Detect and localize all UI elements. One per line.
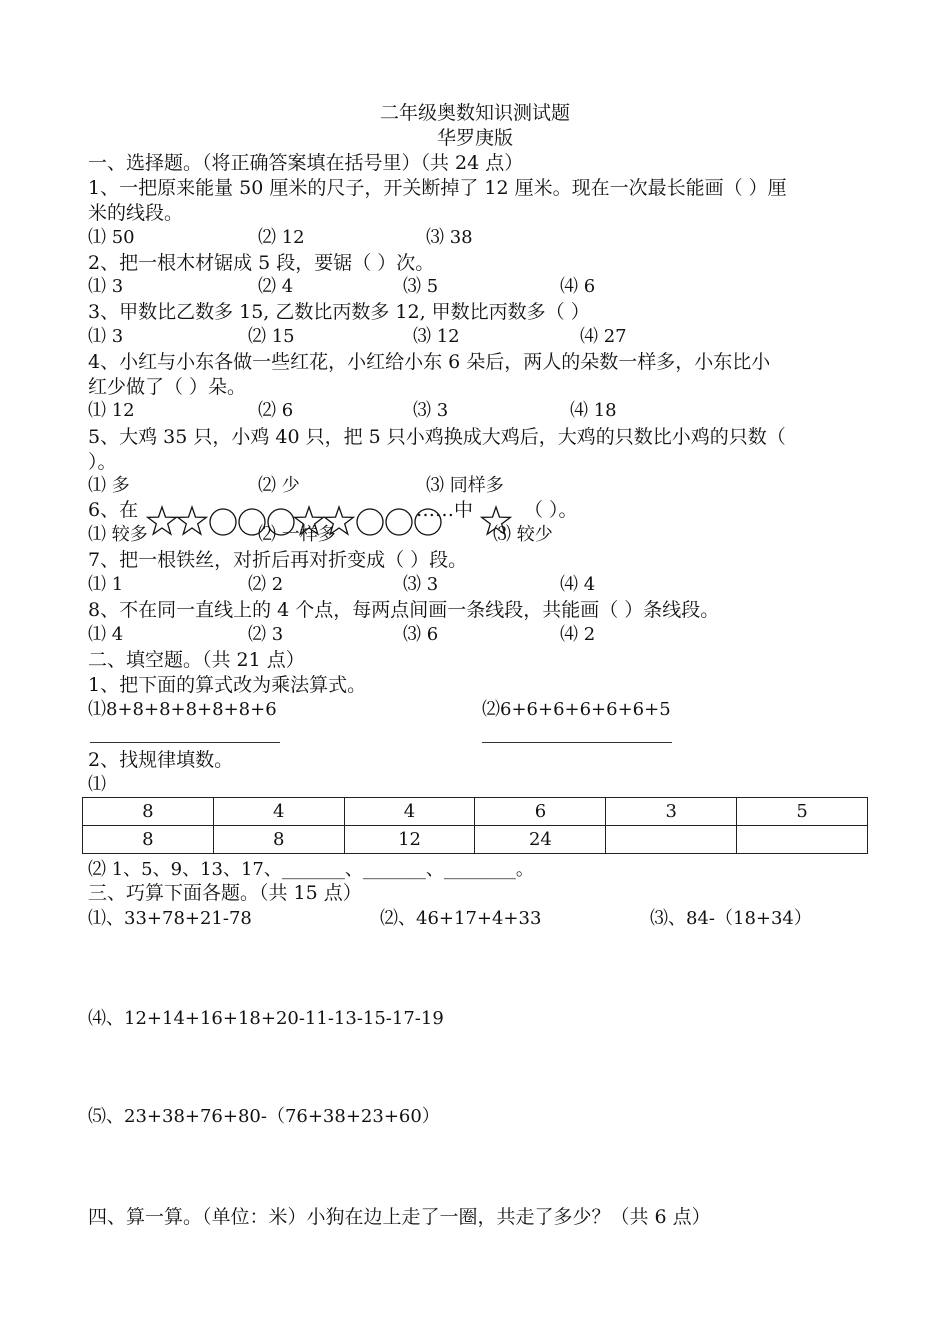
- s3-problem-2: ⑵、46+17+4+33: [380, 908, 542, 929]
- circle-icon: [268, 509, 294, 535]
- section2-heading: 二、填空题。（共 21 点）: [88, 649, 305, 671]
- s2-q1-answer-line-a[interactable]: [90, 742, 280, 743]
- star-icon: [325, 507, 354, 534]
- q2-line1: 2、把一根木材锯成 5 段，要锯（ ）次。: [88, 252, 435, 274]
- q1-option-1: ⑴ 50: [88, 227, 135, 248]
- q4-option-3: ⑶ 3: [413, 400, 449, 421]
- table-cell: 12: [344, 826, 475, 854]
- shape-sequence-group: [148, 507, 441, 535]
- q2-option-3: ⑶ 5: [403, 276, 439, 297]
- q8-option-4: ⑷ 2: [560, 624, 596, 645]
- table-cell: 4: [344, 798, 475, 826]
- q6-suffix: ……中: [416, 499, 474, 521]
- star-icon: [178, 507, 207, 534]
- q5-option-2: ⑵ 少: [258, 475, 300, 496]
- table-cell: 3: [606, 798, 737, 826]
- s3-problem-3: ⑶、84-（18+34）: [650, 908, 812, 929]
- q5-line2: ）。: [88, 451, 117, 473]
- q8-option-3: ⑶ 6: [403, 624, 439, 645]
- s2-q2-sub1: ⑴: [88, 774, 106, 795]
- q2-option-4: ⑷ 6: [560, 276, 596, 297]
- q7-option-4: ⑷ 4: [560, 574, 596, 595]
- target-star-icon: [482, 507, 511, 534]
- star-icon: [295, 507, 324, 534]
- circle-icon: [357, 509, 383, 535]
- page-title: 二年级奥数知识测试题: [379, 102, 570, 124]
- q3-option-3: ⑶ 12: [413, 326, 460, 347]
- table-cell: 6: [475, 798, 606, 826]
- q1-option-3: ⑶ 38: [426, 227, 473, 248]
- q5-option-3: ⑶ 同样多: [426, 475, 504, 496]
- star-icon: [482, 507, 511, 534]
- q6-option-2: ⑵ 一样多: [258, 524, 336, 545]
- s2-q1-expr-a: ⑴8+8+8+8+8+8+6: [88, 699, 277, 720]
- q4-line1: 4、小红与小东各做一些红花，小红给小东 6 朵后，两人的朵数一样多，小东比小: [88, 351, 771, 373]
- table-cell-blank[interactable]: [606, 826, 737, 854]
- q3-option-4: ⑷ 27: [580, 326, 627, 347]
- q6-prefix: 6、在: [88, 499, 139, 521]
- table-cell: 8: [213, 826, 344, 854]
- star-icon: [148, 507, 177, 534]
- q8-option-2: ⑵ 3: [248, 624, 284, 645]
- s3-problem-1: ⑴、33+78+21-78: [88, 908, 252, 929]
- q4-line2: 红少做了（ ）朵。: [88, 376, 247, 398]
- q6-option-1: ⑴ 较多: [88, 524, 148, 545]
- section3-heading: 三、巧算下面各题。（共 15 点）: [88, 882, 362, 904]
- q6-option-3: ⑶ 较少: [493, 524, 553, 545]
- page-subtitle: 华罗庚版: [436, 127, 513, 149]
- circle-icon: [239, 509, 265, 535]
- q7-option-2: ⑵ 2: [248, 574, 284, 595]
- q2-option-2: ⑵ 4: [258, 276, 294, 297]
- s3-problem-4: ⑷、12+14+16+18+20-11-13-15-17-19: [88, 1008, 444, 1029]
- q4-option-1: ⑴ 12: [88, 400, 135, 421]
- q7-option-3: ⑶ 3: [403, 574, 439, 595]
- q8-option-1: ⑴ 4: [88, 624, 124, 645]
- pattern-table: [82, 797, 868, 854]
- section4-heading: 四、算一算。（单位：米）小狗在边上走了一圈，共走了多少？（共 6 点）: [88, 1206, 711, 1228]
- circle-icon: [210, 509, 236, 535]
- table-cell: 5: [737, 798, 868, 826]
- s3-problem-5: ⑸、23+38+76+80-（76+38+23+60）: [88, 1106, 440, 1127]
- q5-option-1: ⑴ 多: [88, 475, 130, 496]
- q4-option-4: ⑷ 18: [570, 400, 617, 421]
- q3-option-1: ⑴ 3: [88, 326, 124, 347]
- q7-option-1: ⑴ 1: [88, 574, 124, 595]
- section1-heading: 一、选择题。（将正确答案填在括号里）（共 24 点）: [88, 152, 524, 174]
- q6-tail: （ ）。: [524, 499, 578, 521]
- table-cell-blank[interactable]: [737, 826, 868, 854]
- q1-line1: 1、一把原来能量 50 厘米的尺子，开关断掉了 12 厘米。现在一次最长能画（ ）厘: [88, 177, 787, 199]
- s2-q1-line1: 1、把下面的算式改为乘法算式。: [88, 674, 367, 696]
- table-cell: 8: [83, 798, 214, 826]
- q3-line1: 3、甲数比乙数多 15, 乙数比丙数多 12, 甲数比丙数多（ ）: [88, 301, 590, 323]
- q1-line2: 米的线段。: [88, 202, 184, 224]
- circle-icon: [386, 509, 412, 535]
- q7-line1: 7、把一根铁丝，对折后再对折变成（ ）段。: [88, 549, 468, 571]
- table-cell: 24: [475, 826, 606, 854]
- s2-q2-sub2: ⑵ 1、5、9、13、17、_______、_______、________。: [88, 859, 534, 880]
- table-row: [83, 826, 868, 854]
- q1-option-2: ⑵ 12: [258, 227, 305, 248]
- table-row: [83, 798, 868, 826]
- table-cell: 8: [83, 826, 214, 854]
- s2-q1-answer-line-b[interactable]: [482, 742, 672, 743]
- s2-q1-expr-b: ⑵6+6+6+6+6+6+5: [482, 699, 671, 720]
- q4-option-2: ⑵ 6: [258, 400, 294, 421]
- q2-option-1: ⑴ 3: [88, 276, 124, 297]
- table-cell: 4: [213, 798, 344, 826]
- s2-q2-line1: 2、找规律填数。: [88, 749, 234, 771]
- q8-line1: 8、不在同一直线上的 4 个点，每两点间画一条线段，共能画（ ）条线段。: [88, 599, 720, 621]
- q3-option-2: ⑵ 15: [248, 326, 295, 347]
- q5-line1: 5、大鸡 35 只，小鸡 40 只，把 5 只小鸡换成大鸡后，大鸡的只数比小鸡的只数（: [88, 426, 786, 448]
- circle-icon: [415, 509, 441, 535]
